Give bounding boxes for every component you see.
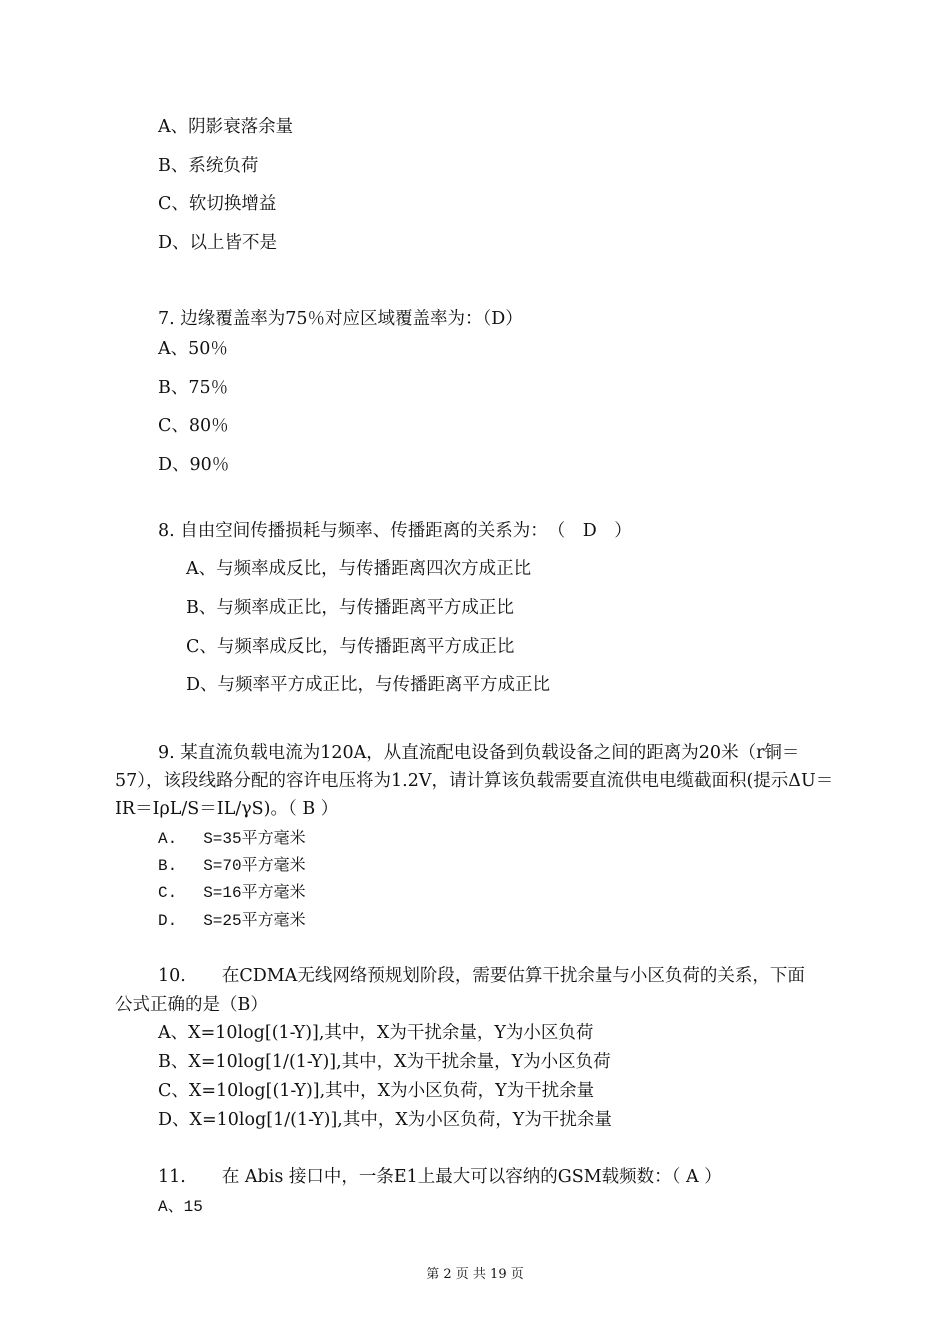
option-text: S=16平方毫米: [203, 884, 306, 902]
q7-question: 7. 边缘覆盖率为75％对应区域覆盖率为：（D）: [158, 309, 523, 329]
option-letter: B.: [158, 857, 178, 875]
q8-option-b: B、与频率成正比，与传播距离平方成正比: [186, 598, 514, 618]
q10-question-line2: 公式正确的是（B）: [115, 995, 268, 1015]
option-text: S=35平方毫米: [203, 830, 306, 848]
q11-option-a: A、15: [158, 1198, 203, 1216]
q6-option-a: A、阴影衰落余量: [158, 117, 294, 137]
q10-option-d: D、X=10log[1/(1-Y)],其中，X为小区负荷，Y为干扰余量: [158, 1110, 612, 1130]
q7-option-d: D、90％: [158, 455, 230, 475]
q9-question: [115, 739, 840, 823]
q9-question-text: 9. 某直流负载电流为120A，从直流配电设备到负载设备之间的距离为20米（r铜＝57），该段线路分配的容许电压将为1.2V，请计算该负载需要直流供电电缆截面积(提示ΔU＝IR＝IρL/S＝IL/γS)。（ B ）: [115, 743, 834, 819]
q9-option-c: [158, 882, 306, 904]
q7-option-a: A、50％: [158, 339, 228, 359]
q11-number: 11.: [158, 1167, 186, 1187]
q7-option-c: C、80％: [158, 416, 229, 436]
q10-text: 在CDMA无线网络预规划阶段，需要估算干扰余量与小区负荷的关系，下面: [221, 966, 805, 986]
option-text: S=70平方毫米: [203, 857, 306, 875]
q8-option-d: D、与频率平方成正比，与传播距离平方成正比: [186, 675, 551, 695]
q6-option-d: D、以上皆不是: [158, 233, 278, 253]
option-letter: A.: [158, 830, 178, 848]
q9-option-a: [158, 828, 306, 850]
q10-option-a: A、X=10log[(1-Y)],其中，X为干扰余量，Y为小区负荷: [158, 1023, 594, 1043]
q7-option-b: B、75％: [158, 378, 229, 398]
q11-text: 在 Abis 接口中，一条E1上最大可以容纳的GSM载频数：（ A ）: [221, 1167, 722, 1187]
q9-option-d: [158, 910, 306, 932]
q6-option-c: C、软切换增益: [158, 194, 277, 214]
q11-question: [158, 1166, 722, 1188]
q6-option-b: B、系统负荷: [158, 156, 259, 176]
q10-option-b: B、X=10log[1/(1-Y)],其中，X为干扰余量，Y为小区负荷: [158, 1052, 611, 1072]
q8-question: 8. 自由空间传播损耗与频率、传播距离的关系为： （ D ）: [158, 521, 632, 541]
page-footer: 第 2 页 共 19 页: [426, 1267, 524, 1282]
option-letter: C.: [158, 884, 178, 902]
q10-number: 10.: [158, 966, 186, 986]
q9-option-b: [158, 855, 306, 877]
q10-question-line1: [158, 965, 805, 987]
q8-option-c: C、与频率成反比，与传播距离平方成正比: [186, 637, 515, 657]
q10-option-c: C、X=10log[(1-Y)],其中，X为小区负荷，Y为干扰余量: [158, 1081, 595, 1101]
option-letter: D.: [158, 912, 178, 930]
option-text: S=25平方毫米: [203, 912, 306, 930]
q8-option-a: A、与频率成反比，与传播距离四次方成正比: [186, 559, 532, 579]
